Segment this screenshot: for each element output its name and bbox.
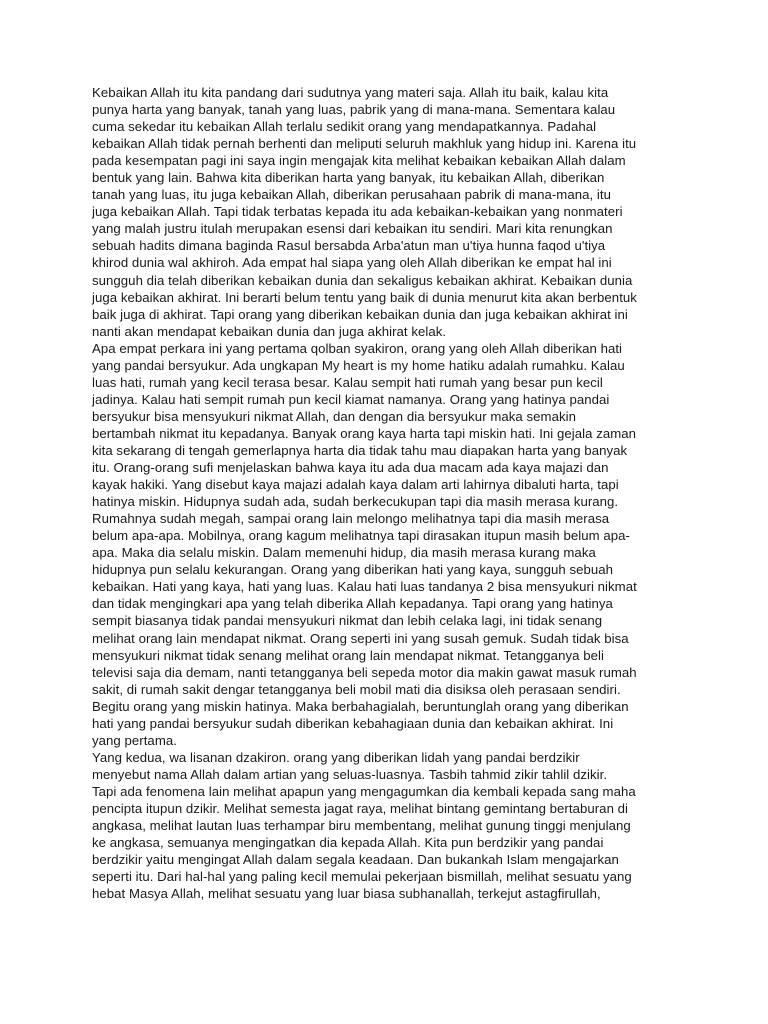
text-line: melihat orang lain mendapat nikmat. Orang seperti ini yang susah gemuk. Sudah tidak bisa — [92, 630, 629, 646]
text-line: pada kesempatan pagi ini saya ingin mengajak kita melihat kebaikan kebaikan Allah dalam — [92, 153, 626, 169]
text-line: khirod dunia wal akhiroh. Ada empat hal siapa yang oleh Allah diberikan ke empat hal ini — [92, 255, 612, 271]
text-line: yang pertama. — [92, 732, 177, 748]
text-line: bersyukur bisa mensyukuri nikmat Allah, dan dengan dia bersyukur maka semakin — [92, 408, 576, 424]
text-line: ke angkasa, semuanya mengingatkan dia kepada Allah. Kita pun berdzikir yang pandai — [92, 835, 604, 851]
text-line: pencipta itupun dzikir. Melihat semesta jagat raya, melihat bintang gemintang bertaburan di — [92, 800, 629, 816]
text-line: Rumahnya sudah megah, sampai orang lain melongo melihatnya tapi dia masih merasa — [92, 511, 610, 527]
text-line: bertambah nikmat itu kepadanya. Banyak orang kaya harta tapi miskin hati. Ini gejala zaman — [92, 425, 637, 441]
text-line: apa. Maka dia selalu miskin. Dalam memenuhi hidup, dia masih merasa kurang maka — [92, 545, 596, 561]
text-line: Yang kedua, wa lisanan dzakiron. orang yang diberikan lidah yang pandai berdzikir — [92, 749, 580, 765]
text-line: kita sekarang di tengah gemerlapnya harta dia tidak tahu mau diapakan harta yang banyak — [92, 442, 628, 458]
text-line: yang pandai bersyukur. Ada ungkapan My heart is my home hatiku adalah rumahku. Kalau — [92, 357, 625, 373]
text-line: bentuk yang lain. Bahwa kita diberikan harta yang banyak, itu kebaikan Allah, diberikan — [92, 170, 605, 186]
text-line: hati yang pandai bersyukur sudah diberikan kebahagiaan dunia dan kebaikan akhirat. Ini — [92, 715, 614, 731]
text-line: luas hati, rumah yang kecil terasa besar. Kalau sempit hati rumah yang besar pun kecil — [92, 374, 603, 390]
text-line: menyebut nama Allah dalam artian yang seluas-luasnya. Tasbih tahmid zikir tahlil dzikir. — [92, 766, 608, 782]
text-line: cuma sekedar itu kebaikan Allah terlalu sedikit orang yang mendapatkannya. Padahal — [92, 119, 597, 135]
text-line: hatinya miskin. Hidupnya sudah ada, sudah berkecukupan tapi dia masih merasa kurang. — [92, 494, 619, 510]
text-line: sempit biasanya tidak pandai mensyukuri nikmat dan lebih celaka lagi, ini tidak senang — [92, 613, 603, 629]
text-line: kebaikan Allah tidak pernah berhenti dan meliputi seluruh makhluk yang hidup ini. Karena itu — [92, 136, 637, 152]
text-line: nanti akan mendapat kebaikan dunia dan juga akhirat kelak. — [92, 323, 447, 339]
text-line: itu. Orang-orang sufi menjelaskan bahwa kaya itu ada dua macam ada kaya majazi dan — [92, 460, 609, 476]
text-line: angkasa, melihat lautan luas terhampar biru membentang, melihat gunung tinggi menjulang — [92, 818, 631, 834]
text-line: hebat Masya Allah, melihat sesuatu yang luar biasa subhanallah, terkejut astagfirullah, — [92, 886, 601, 902]
text-line: kebaikan. Hati yang kaya, hati yang luas. Kalau hati luas tandanya 2 bisa mensyukuri nikmat — [92, 579, 637, 595]
text-line: tanah yang luas, itu juga kebaikan Allah, diberikan perusahaan pabrik di mana-mana, itu — [92, 187, 611, 203]
text-line: hidupnya pun selalu kekurangan. Orang yang diberikan hati yang kaya, sungguh sebuah — [92, 562, 614, 578]
text-line: seperti itu. Dari hal-hal yang paling kecil memulai pekerjaan bismillah, melihat sesuatu yang — [92, 869, 632, 885]
text-line: berdzikir yaitu mengingat Allah dalam segala keadaan. Dan bukankah Islam mengajarkan — [92, 852, 619, 868]
text-line: sakit, di rumah sakit dengar tetangganya beli mobil mati dia disiksa oleh perasaan sendiri. — [92, 681, 621, 697]
text-line: juga kebaikan Allah. Tapi tidak terbatas kepada itu ada kebaikan-kebaikan yang nonmateri — [92, 204, 623, 220]
document-body — [92, 84, 692, 902]
text-line: Begitu orang yang miskin hatinya. Maka berbahagialah, beruntunglah orang yang diberikan — [92, 698, 629, 714]
text-line: sebuah hadits dimana baginda Rasul bersabda Arba'atun man u'tiya hunna faqod u'tiya — [92, 238, 606, 254]
text-line: punya harta yang banyak, tanah yang luas, pabrik yang di mana-mana. Sementara kalau — [92, 102, 616, 118]
text-line: sungguh dia telah diberikan kebaikan dunia dan sekaligus kebaikan akhirat. Kebaikan dunia — [92, 272, 633, 288]
text-line: dan tidak mengingkari apa yang telah diberika Allah kepadanya. Tapi orang yang hatinya — [92, 596, 613, 612]
text-line: mensyukuri nikmat tidak senang melihat orang lain mendapat nikmat. Tetangganya beli — [92, 647, 604, 663]
text-line: kayak hakiki. Yang disebut kaya majazi adalah kaya dalam arti lahirnya dibaluti harta, tapi — [92, 477, 619, 493]
text-line: baik juga di akhirat. Tapi orang yang diberikan kebaikan dunia dan juga kebaikan akhirat ini — [92, 306, 628, 322]
text-line: Apa empat perkara ini yang pertama qolban syakiron, orang yang oleh Allah diberikan hati — [92, 340, 623, 356]
text-line: belum apa-apa. Mobilnya, orang kagum melihatnya tapi dirasakan itupun masih belum apa- — [92, 528, 630, 544]
text-line: jadinya. Kalau hati sempit rumah pun kecil kiamat namanya. Orang yang hatinya pandai — [92, 391, 610, 407]
text-line: juga kebaikan akhirat. Ini berarti belum tentu yang baik di dunia menurut kita akan berbentuk — [92, 289, 637, 305]
text-line: yang malah justru itulah merupakan esensi dari kebaikan itu sendiri. Mari kita renungkan — [92, 221, 613, 237]
text-line: televisi saja dia demam, nanti tetangganya beli sepeda motor dia makin gawat masuk rumah — [92, 664, 637, 680]
text-line: Tapi ada fenomena lain melihat apapun yang mengagumkan dia kembali kepada sang maha — [92, 783, 636, 799]
text-line: Kebaikan Allah itu kita pandang dari sudutnya yang materi saja. Allah itu baik, kalau kita — [92, 85, 609, 100]
